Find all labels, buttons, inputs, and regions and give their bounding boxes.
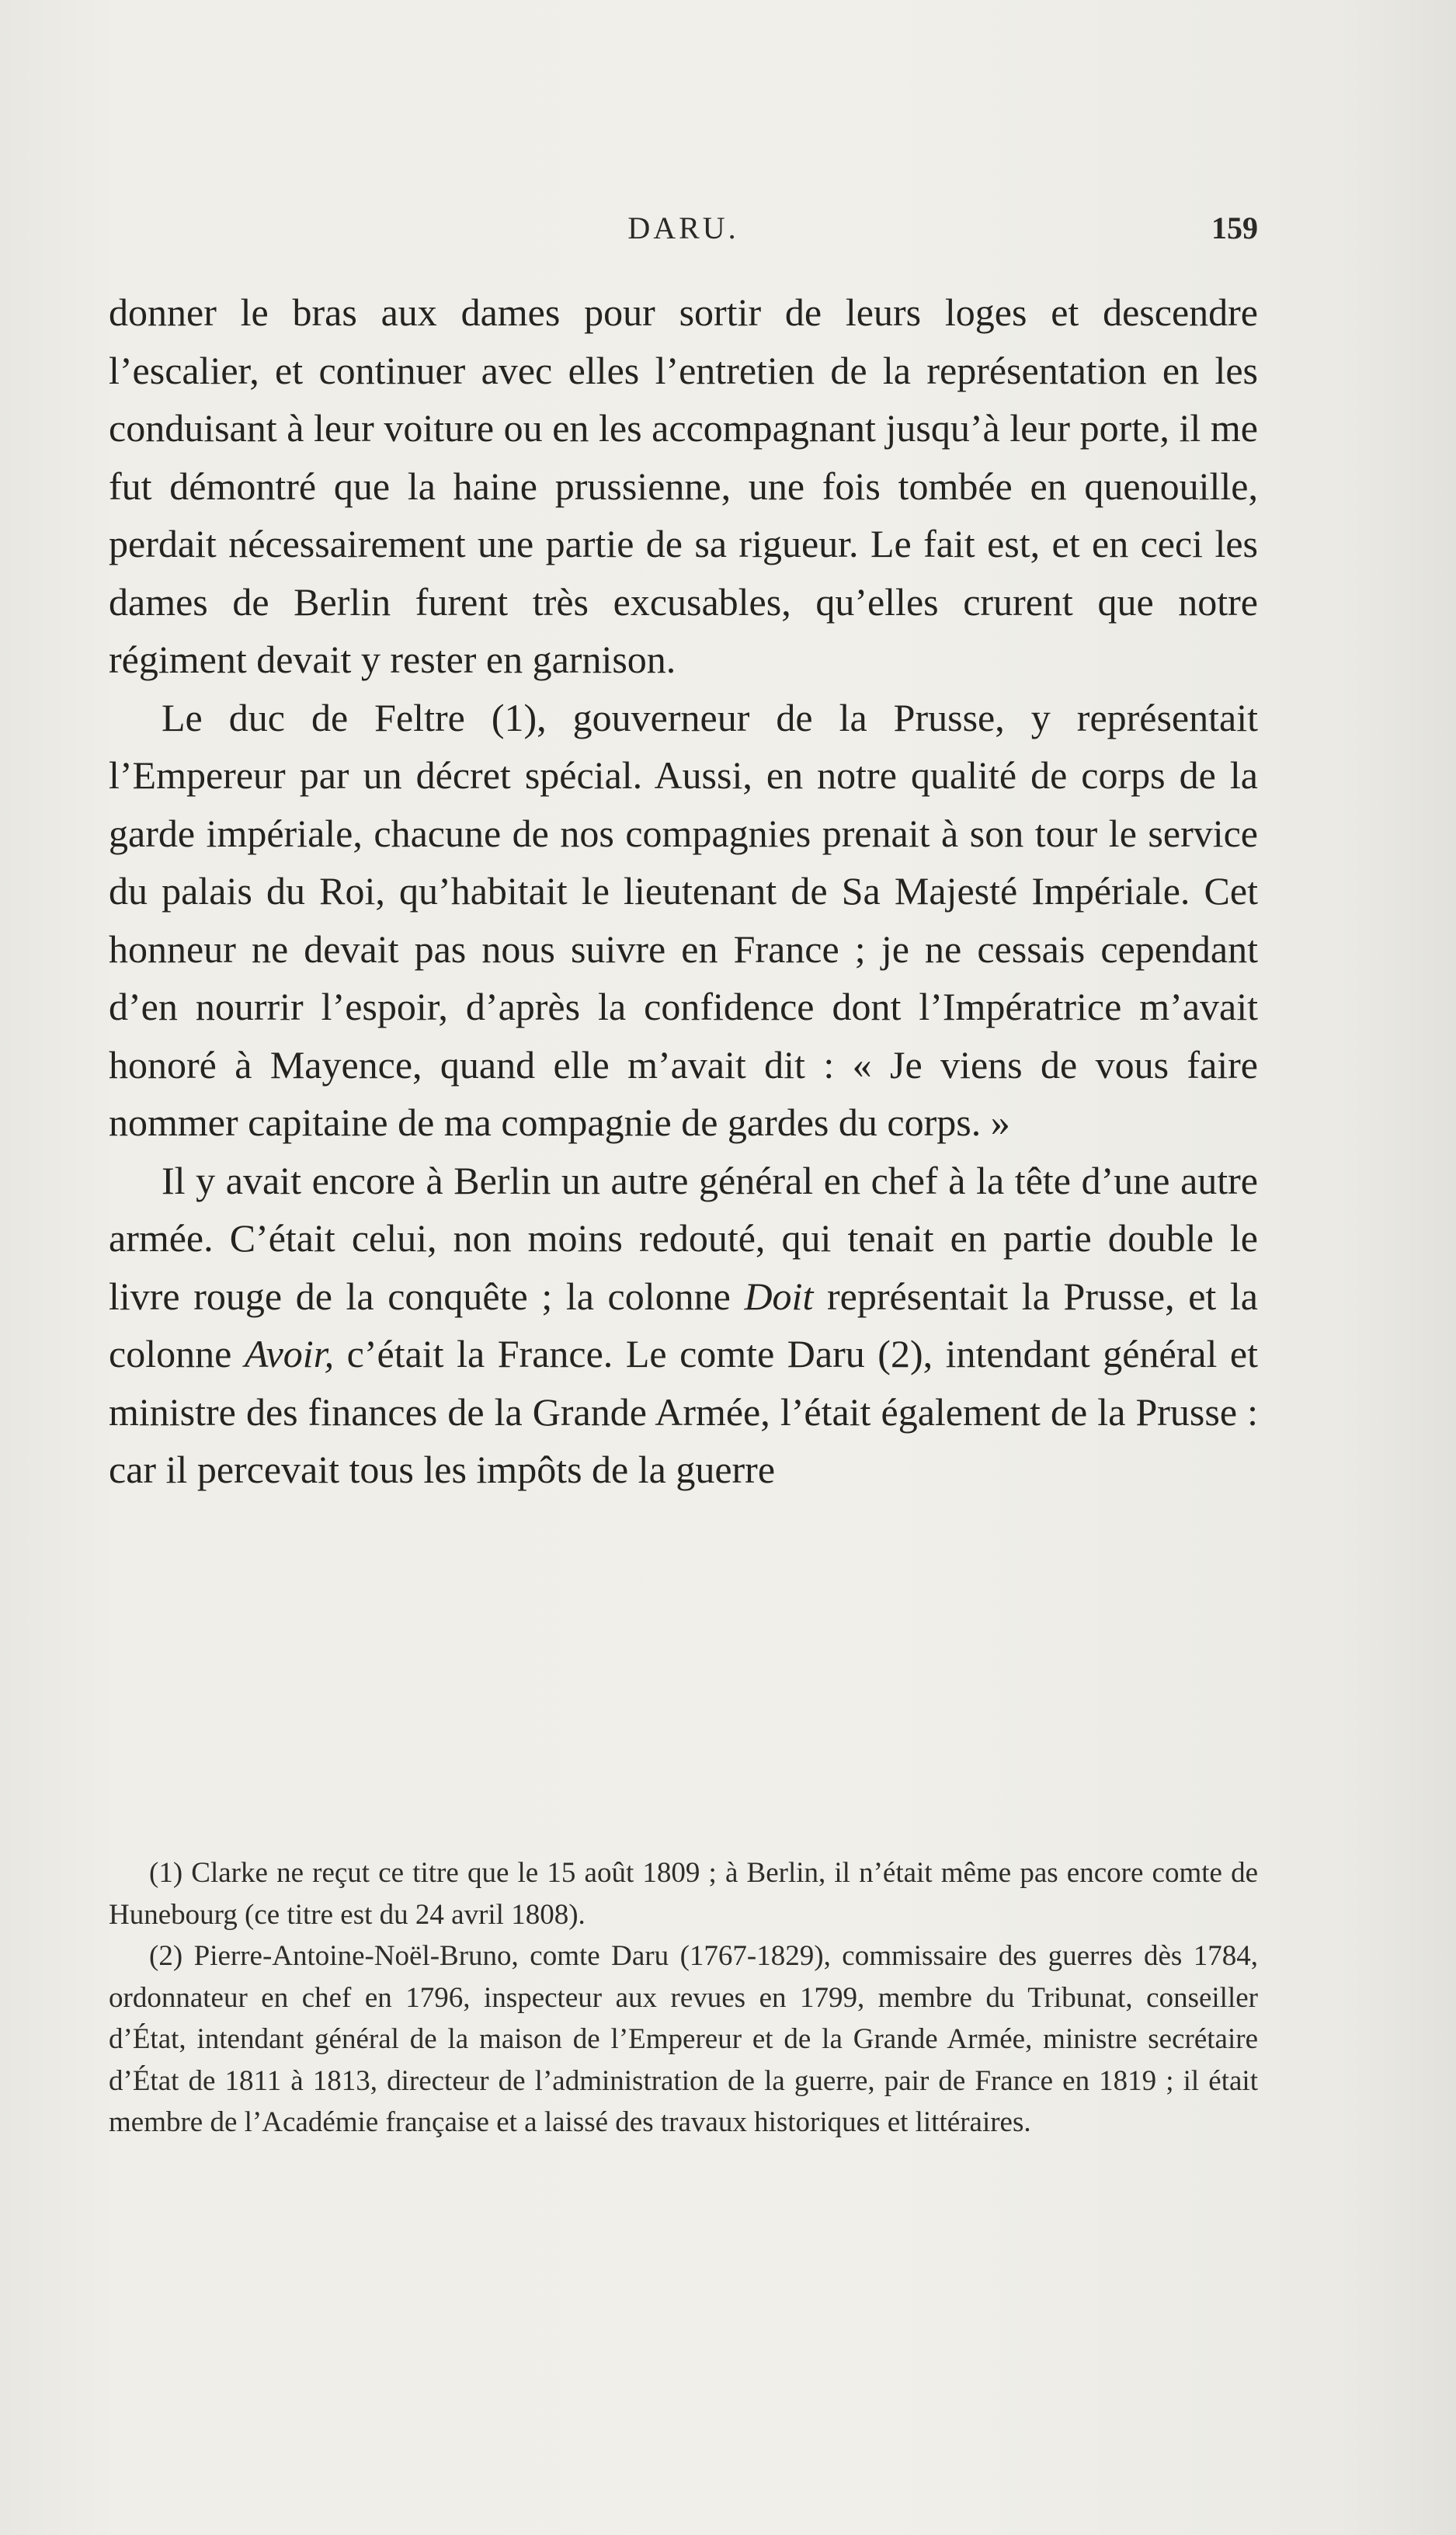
running-title: DARU. (627, 210, 739, 245)
footnotes (109, 1852, 1258, 2144)
paragraph-daru (109, 1152, 1258, 1499)
italic-avoir: Avoir, (244, 1332, 335, 1375)
paragraph-daru-part-a: Il y avait encore à Berlin un autre général en chef à la tête d’une autre armée. C’était celui, non moins redouté, qui tenait en partie double le livre rouge de la conquête ; la colonne (109, 1158, 1258, 1318)
paragraph-daru-part-b: représentait la Prusse, et la colonne (109, 1274, 1258, 1375)
italic-doit: Doit (744, 1274, 814, 1318)
footnote-1: (1) Clarke ne reçut ce titre que le 15 août 1809 ; à Berlin, il n’était même pas encore comte de Hunebourg (ce titre est du 24 avril 1808). (109, 1857, 1258, 1931)
main-text (109, 283, 1258, 1499)
footnote-2: (2) Pierre-Antoine-Noël-Bruno, comte Daru (1767-1829), commissaire des guerres dès 1784, ordonnateur en chef en 1796, inspecteur aux revues en 1799, membre du Tribunat, conseiller d’État, intendant général de la maison de l’Empereur et de la Grande Armée, ministre secrétaire d’État de 1811 à 1813, directeur de l’administration de la guerre, pair de France en 1819 ; il était membre de l’Académie française et a laissé des travaux historiques et littéraires. (109, 1940, 1258, 2138)
paragraph-daru-part-c: c’était la France. Le comte Daru (2), intendant général et ministre des finances de la Grande Armée, l’était également de la Prusse : car il percevait tous les impôts de la guerre (109, 1332, 1258, 1491)
paragraph-continuation: donner le bras aux dames pour sortir de leurs loges et descendre l’escalier, et continuer avec elles l’entretien de la représentation en les conduisant à leur voiture ou en les accompagnant jusqu’à leur porte, il me fut démontré que la haine prussienne, une fois tombée en quenouille, perdait nécessairement une partie de sa rigueur. Le fait est, et en ceci les dames de Berlin furent très excusables, qu’elles crurent que notre régiment devait y rester en garnison. (109, 290, 1258, 681)
paragraph-duc-de-feltre: Le duc de Feltre (1), gouverneur de la Prusse, y représentait l’Empereur par un décret spécial. Aussi, en notre qualité de corps de la garde impériale, chacune de nos compagnies prenait à son tour le service du palais du Roi, qu’habitait le lieutenant de Sa Majesté Impériale. Cet honneur ne devait pas nous suivre en France ; je ne cessais cependant d’en nourrir l’espoir, d’après la confidence dont l’Impératrice m’avait honoré à Mayence, quand elle m’avait dit : « Je viens de vous faire nommer capitaine de ma compagnie de gardes du corps. » (109, 695, 1258, 1144)
page-number: 159 (1211, 210, 1258, 245)
running-head (109, 210, 1258, 256)
